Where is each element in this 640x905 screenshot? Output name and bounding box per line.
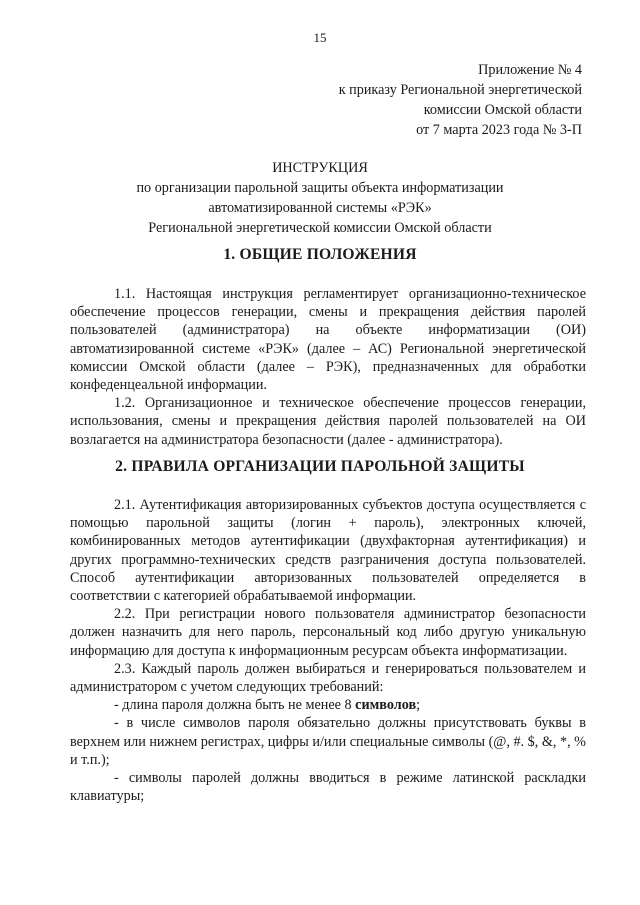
appendix-line: от 7 марта 2023 года № 3-П	[416, 122, 582, 138]
appendix-line: к приказу Региональной энергетической	[338, 82, 582, 98]
document-title	[70, 158, 570, 238]
title-line: Региональной энергетической комиссии Омской области	[148, 220, 492, 236]
section-2-heading: 2. ПРАВИЛА ОРГАНИЗАЦИИ ПАРОЛЬНОЙ ЗАЩИТЫ	[115, 458, 525, 475]
section-1-body	[70, 285, 586, 449]
requirement-item: - символы паролей должны вводиться в режиме латинской раскладки клавиатуры;	[70, 770, 586, 805]
section-1-heading: 1. ОБЩИЕ ПОЛОЖЕНИЯ	[223, 246, 417, 263]
appendix-block	[339, 60, 582, 140]
appendix-line: Приложение № 4	[478, 62, 582, 78]
paragraph: 1.1. Настоящая инструкция регламентирует организационно-техническое обеспечение процессов генерации, смены и прекращения действия паролей пользователей (администратора) на объекте информатизации (ОИ) автоматизированной системе «РЭК» (далее – АС) Региональной энергетической комиссии Омской области (далее – РЭК), предназначенных для обработки конфеденцеальной информации.	[70, 286, 586, 394]
requirement-item: - в числе символов пароля обязательно должны присутствовать буквы в верхнем или нижнем регистрах, цифры и/или специальные символы (@, #. $, &, *, % и т.п.);	[70, 715, 586, 768]
section-2-body	[70, 496, 586, 805]
title-line: автоматизированной системы «РЭК»	[208, 200, 432, 216]
paragraph: 2.2. При регистрации нового пользователя администратор безопасности должен назначить для него пароль, персональный код либо другую уникальную информацию для доступа к информационным ресурсам объекта информатизации.	[70, 606, 586, 659]
bold-text: символов	[355, 697, 417, 714]
title-line: ИНСТРУКЦИЯ	[272, 160, 368, 176]
requirement-item: - длина пароля должна быть не менее 8 символов;	[114, 697, 421, 714]
title-line: по организации парольной защиты объекта информатизации	[136, 180, 504, 196]
appendix-line: комиссии Омской области	[423, 102, 582, 118]
paragraph: 2.1. Аутентификация авторизированных субъектов доступа осуществляется с помощью парольной защиты (логин + пароль), электронных ключей, комбинированных методов аутентификации (двухфакторная аутентификация) и других программно-технических средств разграничения доступа пользователей. Способ аутентификации авторизованных пользователей определяется в соответствии с категорией обрабатываемой информации.	[70, 497, 586, 605]
paragraph: 2.3. Каждый пароль должен выбираться и генерироваться пользователем и администратором с учетом следующих требований:	[70, 660, 586, 696]
paragraph: 1.2. Организационное и техническое обеспечение процессов генерации, использования, смены и прекращения действия паролей пользователей на ОИ возлагается на администратора безопасности (далее - администратора).	[70, 395, 586, 448]
page-number: 15	[313, 30, 327, 45]
